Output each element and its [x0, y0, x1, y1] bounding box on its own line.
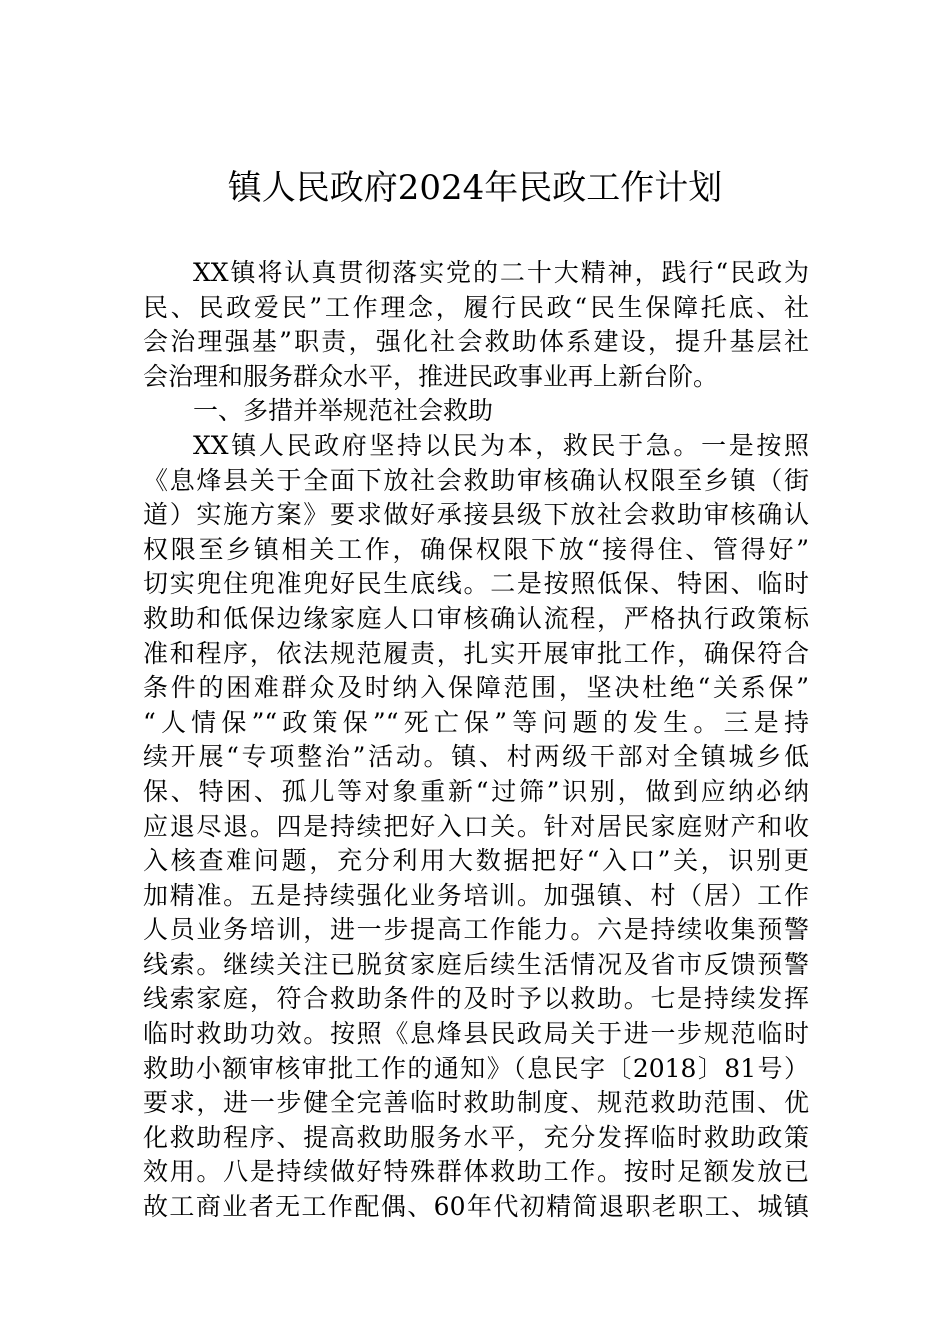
body-text-line: 救助和低保边缘家庭人口审核确认流程，严格执行政策标	[143, 603, 809, 633]
body-text-line: 入核查难问题，充分利用大数据把好“入口”关，识别更	[143, 846, 809, 876]
body-text-line: 人员业务培训，进一步提高工作能力。六是持续收集预警	[143, 915, 809, 945]
body-text-line: 续开展“专项整治”活动。镇、村两级干部对全镇城乡低	[143, 742, 809, 772]
body-text-line: 保、特困、孤儿等对象重新“过筛”识别，做到应纳必纳	[143, 776, 809, 806]
body-text-line: 化救助程序、提高救助服务水平，充分发挥临时救助政策	[143, 1122, 809, 1152]
body-text-line: 应退尽退。四是持续把好入口关。针对居民家庭财产和收	[143, 811, 809, 841]
body-text-line: 加精准。五是持续强化业务培训。加强镇、村（居）工作	[143, 880, 809, 910]
body-text-line: XX镇人民政府坚持以民为本，救民于急。一是按照	[193, 430, 809, 460]
body-text-line: 《息烽县关于全面下放社会救助审核确认权限至乡镇（街	[143, 465, 809, 495]
body-text-line: 会治理和服务群众水平，推进民政事业再上新台阶。	[143, 361, 719, 391]
body-text-line: 临时救助功效。按照《息烽县民政局关于进一步规范临时	[143, 1019, 809, 1049]
body-text-line: XX镇将认真贯彻落实党的二十大精神，践行“民政为	[193, 258, 809, 287]
body-text-line: 要求，进一步健全完善临时救助制度、规范救助范围、优	[143, 1088, 809, 1118]
body-text-line: 权限至乡镇相关工作，确保权限下放“接得住、管得好”	[143, 534, 809, 564]
document-title: 镇人民政府2024年民政工作计划	[227, 168, 723, 208]
body-text-line: 条件的困难群众及时纳入保障范围，坚决杜绝“关系保”	[143, 673, 809, 703]
body-text-line: 救助小额审核审批工作的通知》（息民字〔2018〕81号）	[143, 1053, 809, 1083]
body-text-line: 民、民政爱民”工作理念，履行民政“民生保障托底、社	[143, 292, 809, 322]
body-text-line: 准和程序，依法规范履责，扎实开展审批工作，确保符合	[143, 638, 809, 668]
body-text-line: 一、多措并举规范社会救助	[193, 396, 494, 426]
body-text-line: 道）实施方案》要求做好承接县级下放社会救助审核确认	[143, 500, 809, 530]
body-text-line: 会治理强基”职责，强化社会救助体系建设，提升基层社	[143, 327, 809, 357]
body-text-line: 切实兜住兜准兜好民生底线。二是按照低保、特困、临时	[143, 569, 809, 599]
body-text-line: 线索。继续关注已脱贫家庭后续生活情况及省市反馈预警	[143, 949, 809, 979]
body-text-line: 效用。八是持续做好特殊群体救助工作。按时足额发放已	[143, 1157, 809, 1187]
body-text-line: 线索家庭，符合救助条件的及时予以救助。七是持续发挥	[143, 984, 809, 1014]
body-text-line: “人情保”“政策保”“死亡保”等问题的发生。三是持	[143, 707, 809, 737]
body-text-line: 故工商业者无工作配偶、60年代初精简退职老职工、城镇	[143, 1192, 809, 1222]
document-body	[143, 256, 809, 1225]
